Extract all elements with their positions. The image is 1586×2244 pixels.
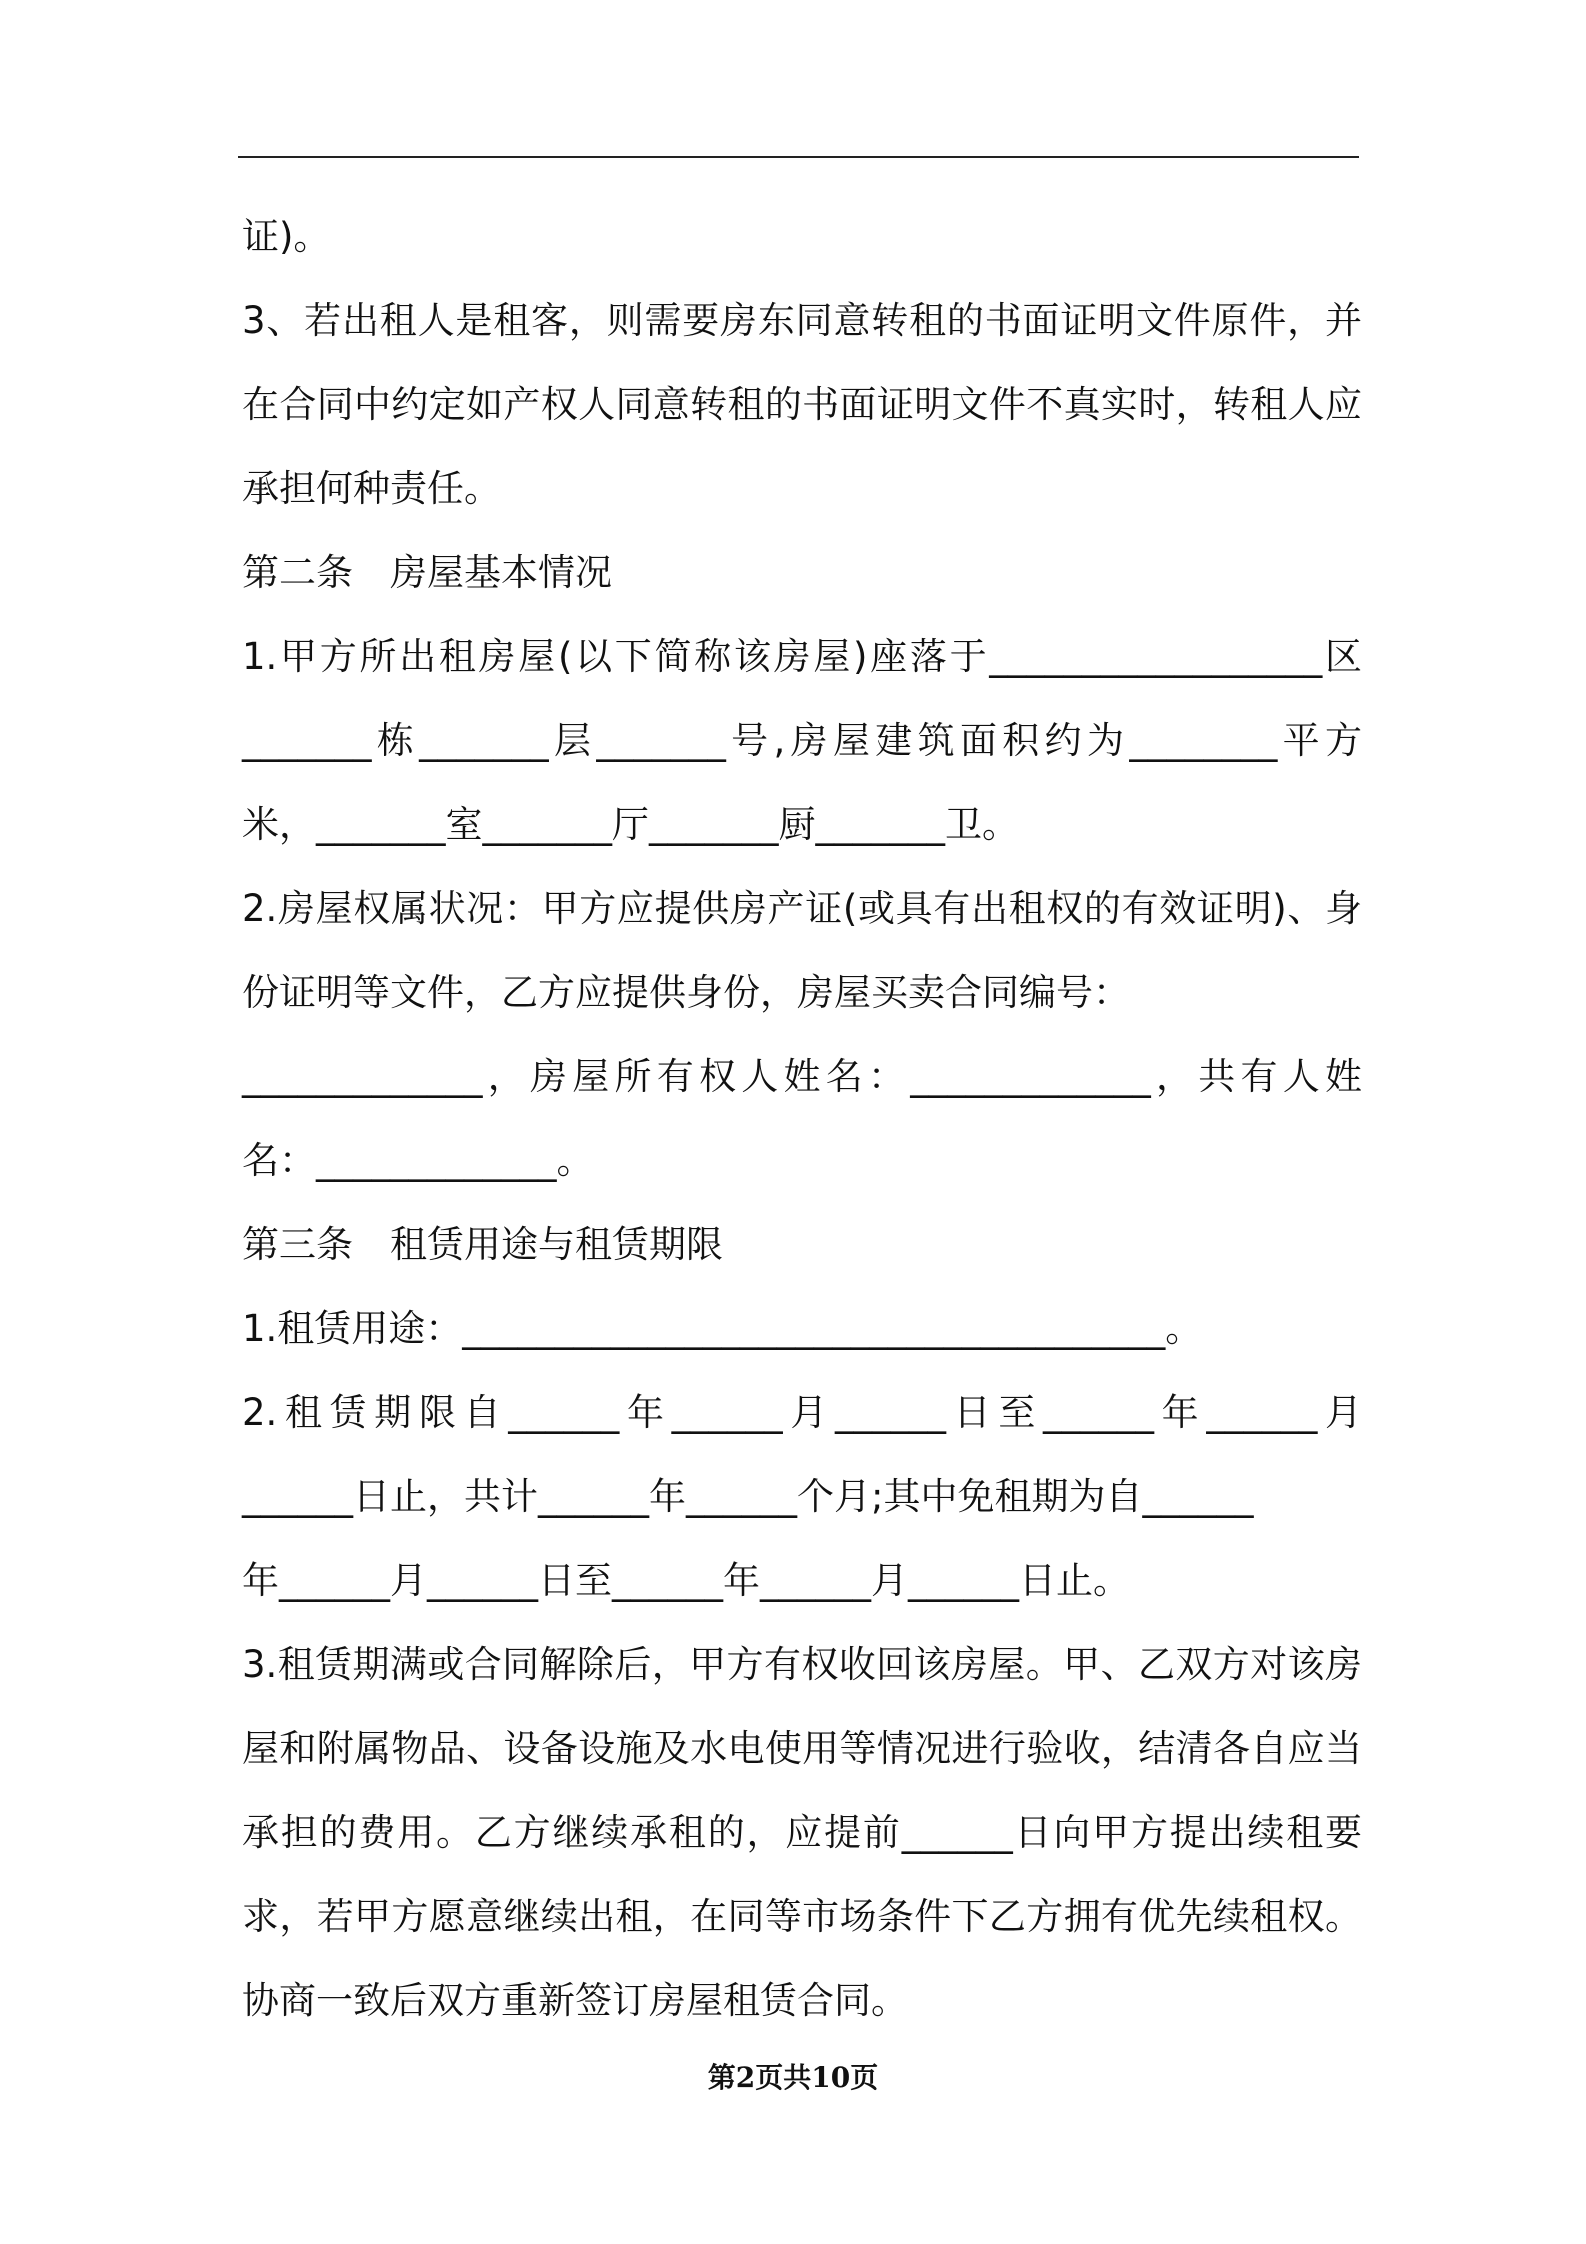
text-line: 名：_____________。 [242, 1139, 594, 1182]
text-line: _____________，房屋所有权人姓名：_____________，共有人姓 [242, 1055, 1362, 1098]
section-heading: 第三条 租赁用途与租赁期限 [242, 1223, 723, 1266]
text-line: 份证明等文件，乙方应提供身份，房屋买卖合同编号： [242, 971, 1130, 1014]
text-line: 1.甲方所出租房屋(以下简称该房屋)座落于__________________区 [242, 635, 1362, 678]
text-line: 承担何种责任。 [242, 467, 501, 510]
text-line: 2.房屋权属状况：甲方应提供房产证(或具有出租权的有效证明)、身 [242, 887, 1362, 930]
text-line: 米，_______室_______厅_______厨_______卫。 [242, 803, 1019, 846]
text-line: 求，若甲方愿意继续出租，在同等市场条件下乙方拥有优先续租权。 [242, 1895, 1362, 1938]
text-line: 1.租赁用途：______________________________________。 [242, 1307, 1203, 1350]
text-line: 3.租赁期满或合同解除后，甲方有权收回该房屋。甲、乙双方对该房 [242, 1643, 1362, 1686]
text-line: 2.租赁期限自______年______月______日至______年______月 [242, 1391, 1362, 1434]
text-line: 证)。 [242, 215, 331, 258]
text-line: 协商一致后双方重新签订房屋租赁合同。 [242, 1979, 908, 2022]
text-line: _______栋_______层_______号,房屋建筑面积约为________平方 [242, 719, 1362, 762]
text-line: 3、若出租人是租客，则需要房东同意转租的书面证明文件原件，并 [242, 299, 1362, 342]
header-rule [238, 156, 1359, 158]
text-line: 在合同中约定如产权人同意转租的书面证明文件不真实时，转租人应 [242, 383, 1362, 426]
section-heading: 第二条 房屋基本情况 [242, 551, 612, 594]
page-number-footer: 第2页共10页 [707, 2061, 879, 2094]
text-line: 承担的费用。乙方继续承租的，应提前______日向甲方提出续租要 [242, 1811, 1362, 1854]
text-line: 年______月______日至______年______月______日止。 [242, 1559, 1130, 1602]
text-line: 屋和附属物品、设备设施及水电使用等情况进行验收，结清各自应当 [242, 1727, 1362, 1770]
document-body [242, 195, 1362, 2043]
text-line: ______日止，共计______年______个月;其中免租期为自______ [242, 1475, 1254, 1518]
